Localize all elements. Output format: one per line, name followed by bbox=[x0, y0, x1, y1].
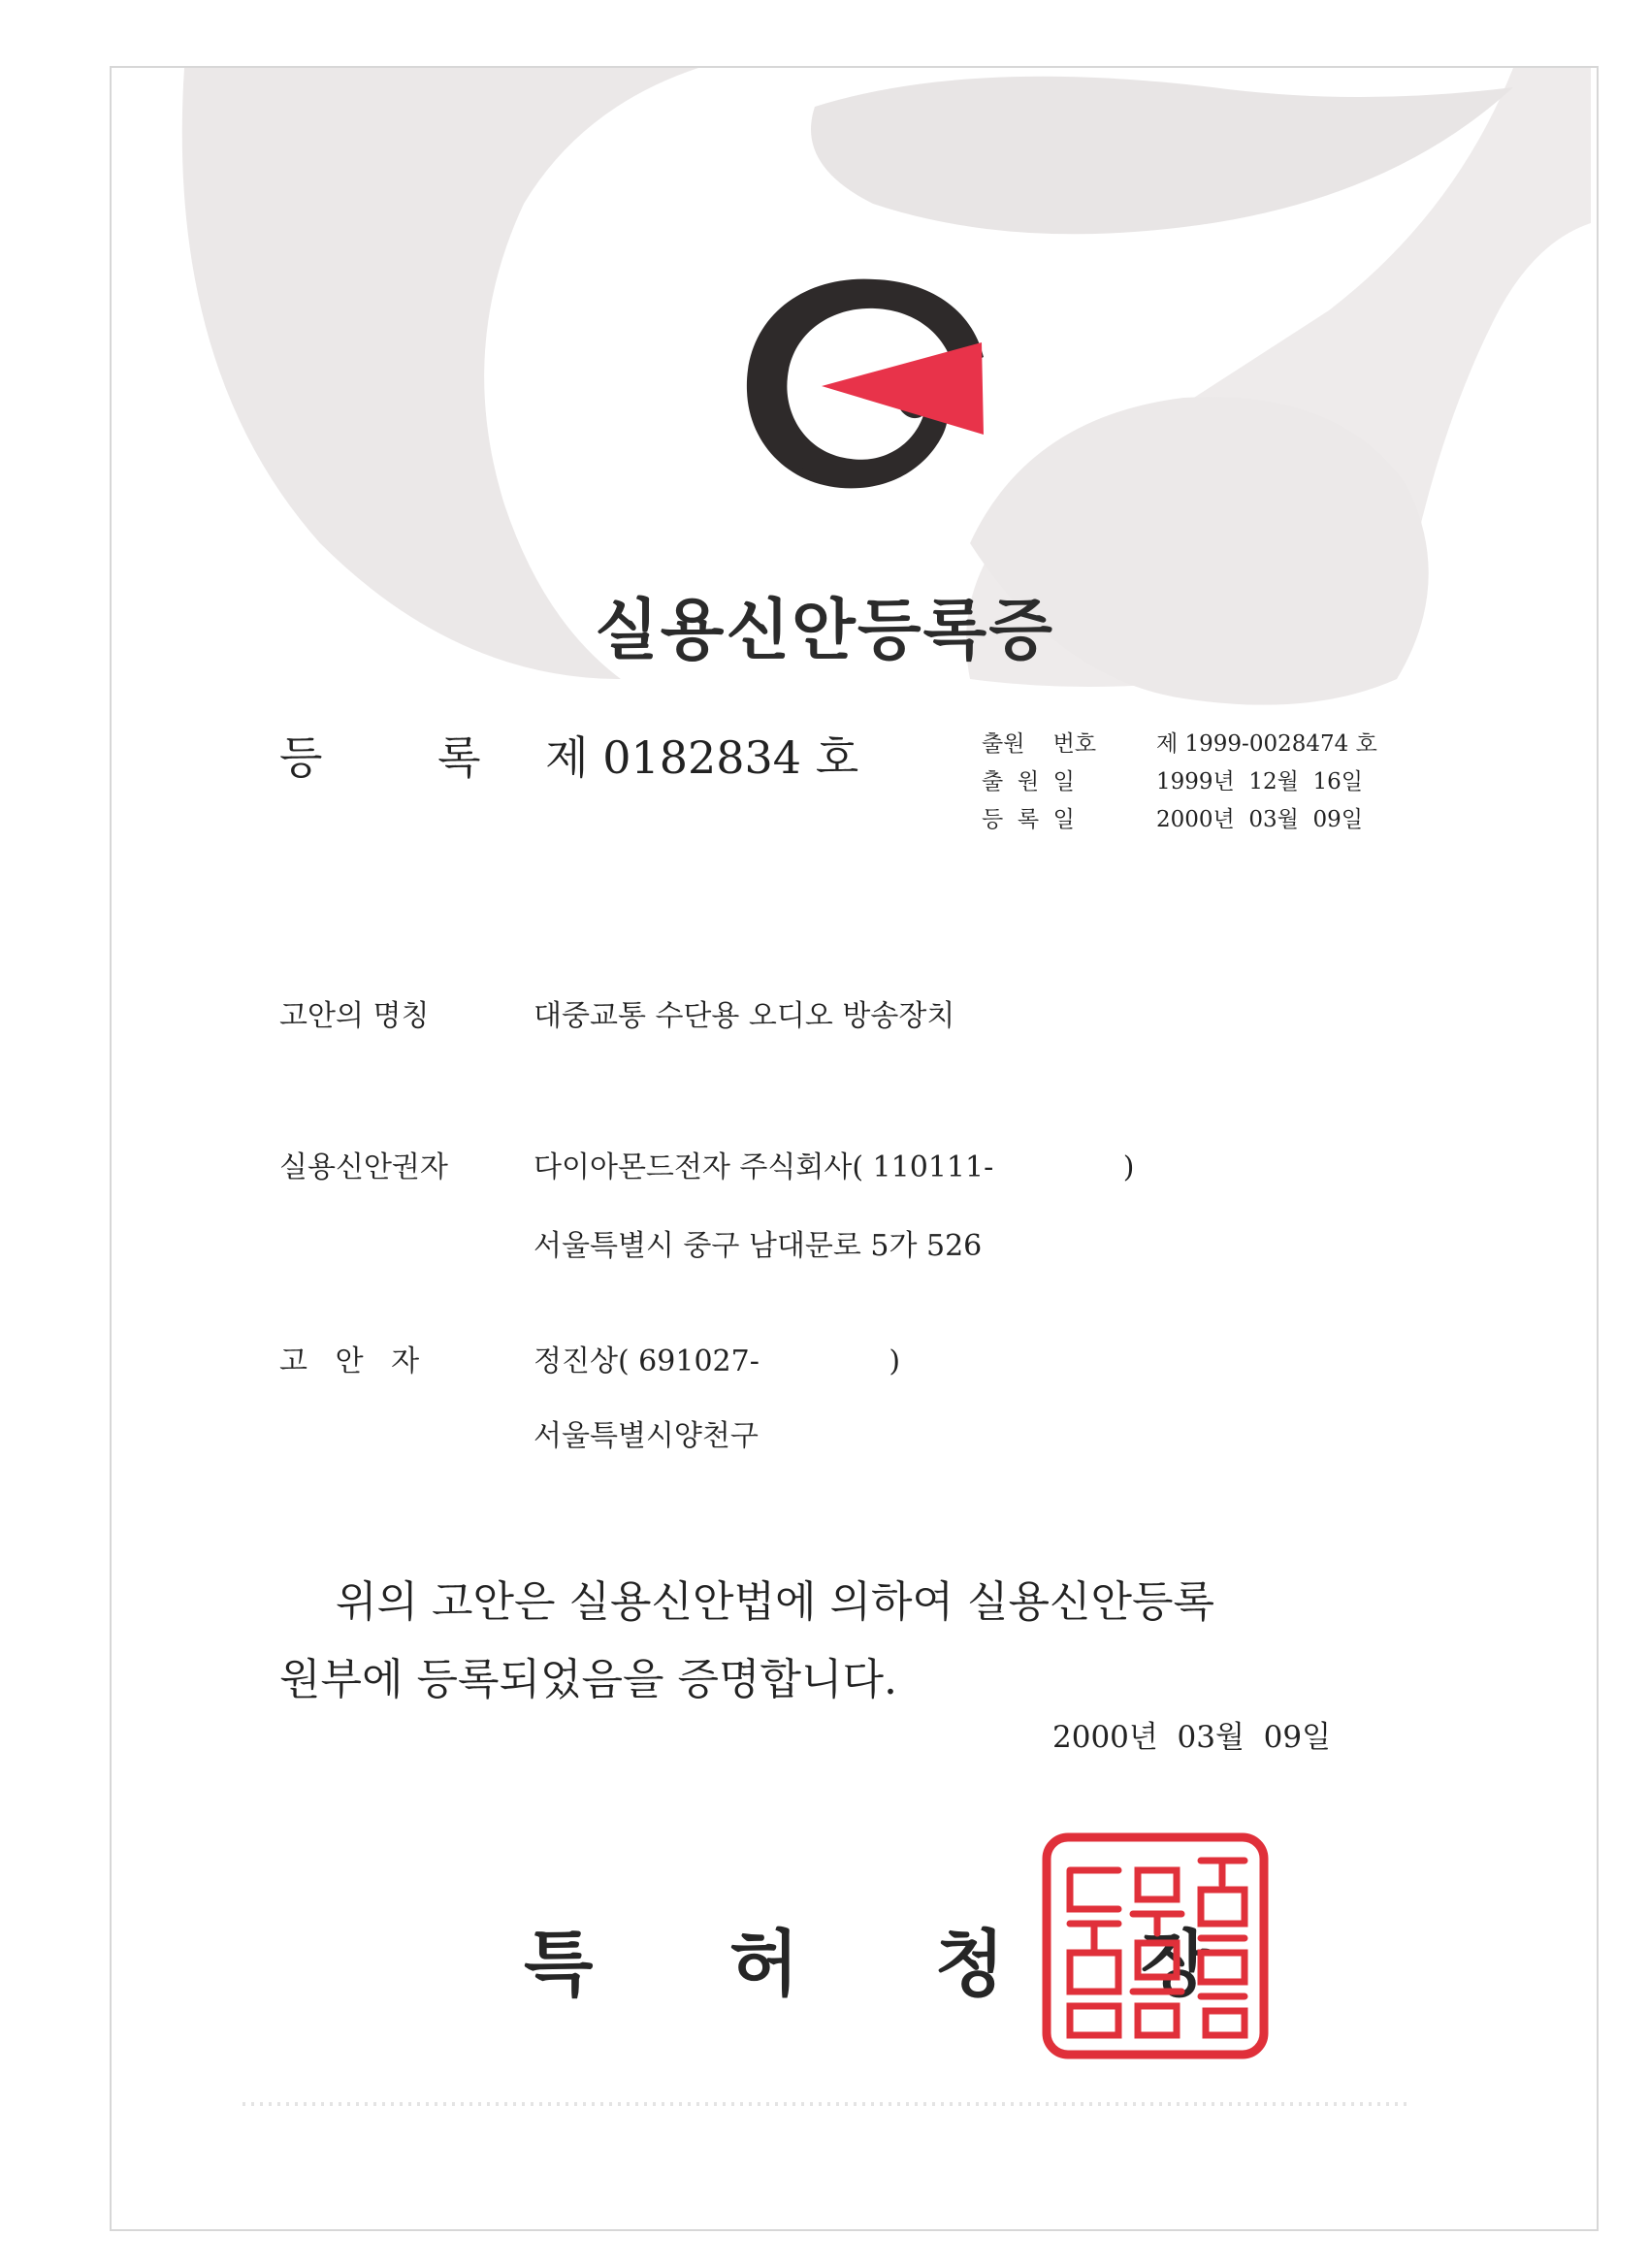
field-label: 고안의 명칭 bbox=[279, 999, 430, 1033]
reg-prefix-3: 제 bbox=[545, 731, 589, 784]
field-label: 고 안 자 bbox=[279, 1345, 420, 1378]
issuer-char: 장 bbox=[1141, 1923, 1211, 2006]
field-value: 대중교통 수단용 오디오 방송장치 bbox=[534, 999, 955, 1033]
right-holder-address: 서울특별시 중구 남대문로 5가 526 bbox=[534, 1229, 983, 1263]
issuer-char: 청 bbox=[935, 1923, 1005, 2006]
reg-prefix-2: 록 bbox=[437, 731, 481, 784]
meta-value: 2000년 03월 09일 bbox=[1156, 807, 1363, 832]
document-title: 실용신안등록증 bbox=[595, 593, 1054, 669]
statement-line-1: 위의 고안은 실용신안법에 의하여 실용신안등록 bbox=[336, 1577, 1215, 1627]
inventor-address: 서울특별시양천구 bbox=[534, 1419, 759, 1453]
field-value: 다이아몬드전자 주식회사( 110111- ) bbox=[534, 1150, 1135, 1184]
field-value: 정진상( 691027- ) bbox=[534, 1345, 901, 1378]
meta-label: 등 록 일 bbox=[982, 807, 1075, 832]
registration-number bbox=[279, 723, 858, 787]
meta-row-filing-date bbox=[982, 763, 1408, 801]
meta-label: 출 원 일 bbox=[982, 769, 1075, 794]
filing-info bbox=[982, 726, 1408, 839]
field-design-name bbox=[279, 991, 954, 1034]
dotted-divider bbox=[242, 2100, 1406, 2108]
meta-label: 출원 번호 bbox=[982, 731, 1097, 757]
field-inventor bbox=[279, 1337, 900, 1379]
meta-value: 1999년 12월 16일 bbox=[1156, 769, 1363, 794]
meta-row-registration-date bbox=[982, 801, 1408, 839]
issue-date: 2000년 03월 09일 bbox=[1052, 1720, 1332, 1755]
field-label: 실용신안권자 bbox=[279, 1150, 448, 1184]
field-right-holder bbox=[279, 1143, 1134, 1185]
reg-number-value: 0182834 bbox=[602, 731, 802, 784]
government-emblem-icon bbox=[729, 270, 1011, 512]
issuer-char: 특 bbox=[524, 1923, 594, 2006]
certification-statement bbox=[279, 1564, 1214, 1719]
reg-suffix: 호 bbox=[815, 731, 859, 784]
statement-line-2: 원부에 등록되었음을 증명합니다. bbox=[279, 1655, 898, 1704]
issuer-char: 허 bbox=[729, 1923, 799, 2006]
meta-value: 제 1999-0028474 호 bbox=[1156, 731, 1377, 757]
meta-row-application-number bbox=[982, 726, 1408, 763]
official-seal-stamp bbox=[1041, 1831, 1270, 2060]
reg-prefix-1: 등 bbox=[279, 731, 323, 784]
